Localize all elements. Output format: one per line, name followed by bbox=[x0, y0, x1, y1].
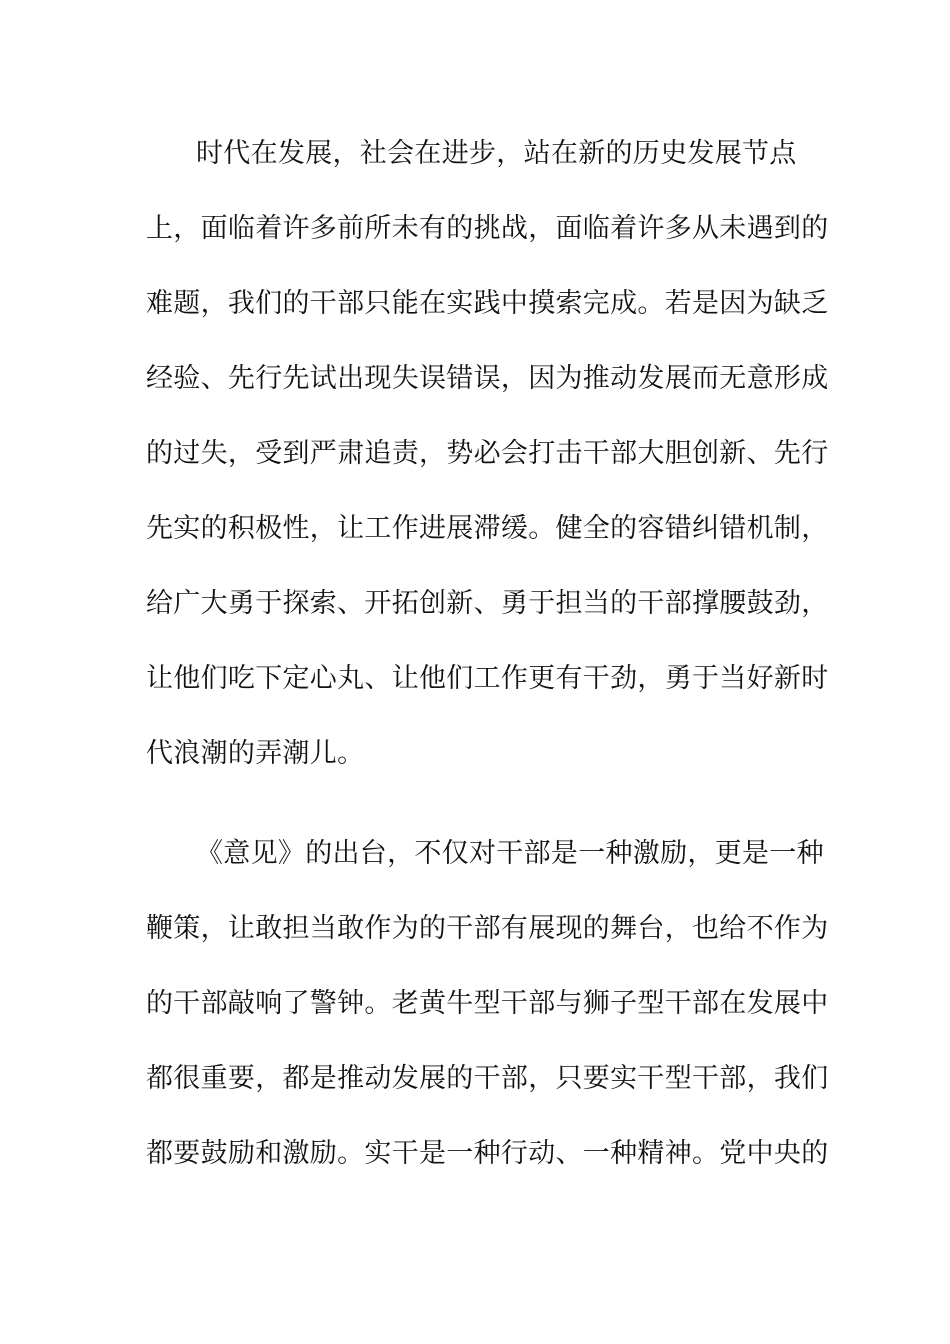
text-line: 经验、先行先试出现失误错误，因为推动发展而无意形成 bbox=[146, 363, 829, 394]
text-line: 都要鼓励和激励。实干是一种行动、一种精神。党中央的 bbox=[146, 1138, 829, 1169]
text-line: 《意见》的出台，不仅对干部是一种激励，更是一种 bbox=[196, 838, 824, 869]
paragraph-1 bbox=[146, 138, 829, 815]
text-line: 的过失，受到严肃追责，势必会打击干部大胆创新、先行 bbox=[146, 438, 829, 469]
paragraph-2 bbox=[146, 838, 829, 1215]
text-line: 难题，我们的干部只能在实践中摸索完成。若是因为缺乏 bbox=[146, 288, 829, 319]
text-line: 让他们吃下定心丸、让他们工作更有干劲，勇于当好新时 bbox=[146, 663, 829, 694]
text-line: 的干部敲响了警钟。老黄牛型干部与狮子型干部在发展中 bbox=[146, 988, 829, 1019]
text-line: 都很重要，都是推动发展的干部，只要实干型干部，我们 bbox=[146, 1063, 829, 1094]
text-line: 先实的积极性，让工作进展滞缓。健全的容错纠错机制， bbox=[146, 513, 829, 544]
text-line: 上，面临着许多前所未有的挑战，面临着许多从未遇到的 bbox=[146, 213, 829, 244]
text-line: 给广大勇于探索、开拓创新、勇于担当的干部撑腰鼓劲， bbox=[146, 588, 829, 619]
text-line: 代浪潮的弄潮儿。 bbox=[146, 738, 365, 769]
text-line: 鞭策，让敢担当敢作为的干部有展现的舞台，也给不作为 bbox=[146, 913, 829, 944]
text-line: 时代在发展，社会在进步，站在新的历史发展节点 bbox=[196, 138, 797, 169]
